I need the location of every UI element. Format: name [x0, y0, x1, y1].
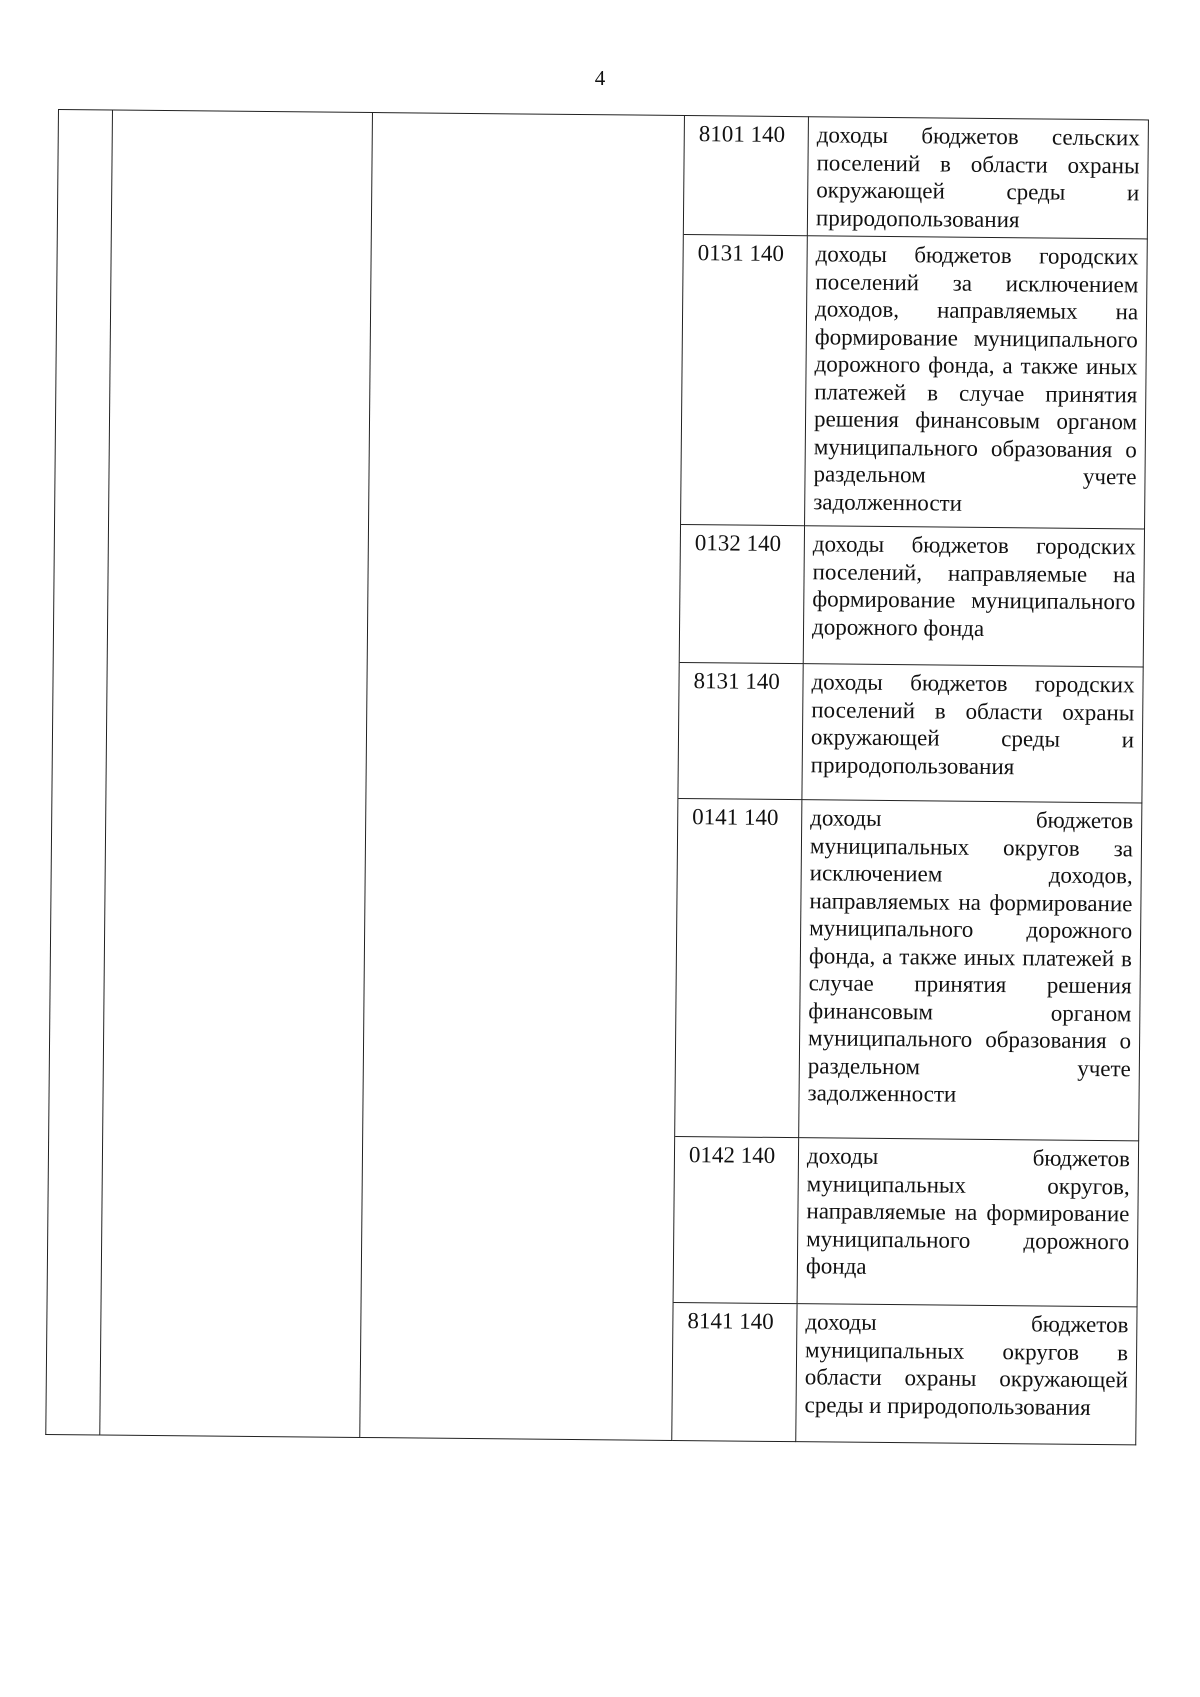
table-body: [46, 110, 1149, 1445]
table-row: [53, 518, 1144, 666]
empty-cell-admin: [369, 232, 684, 525]
table-row: [46, 1296, 1137, 1444]
income-description-cell: доходы бюджетов муниципальных округов, направляемые на формирование муниципального дорожного фонда: [797, 1138, 1139, 1307]
empty-cell-name: [101, 1131, 363, 1299]
income-code-cell: 0131 140: [681, 235, 808, 526]
empty-cell-number: [47, 1130, 103, 1297]
empty-cell-admin: [366, 659, 679, 798]
income-code-cell: 0141 140: [675, 798, 802, 1137]
empty-cell-admin: [361, 1133, 675, 1302]
income-description-cell: доходы бюджетов городских поселений за исключением доходов, направляемых на формирование муниципального дорожного фонда, а также иных платежей в случае принятия решения финансовым органом муниципального образования о раздельном учете задолженности: [805, 236, 1148, 529]
income-description-cell: доходы бюджетов городских поселений в области охраны окружающей среды и природопользования: [802, 664, 1143, 803]
income-description-cell: доходы бюджетов муниципальных округов в области охраны окружающей среды и природопользования: [796, 1304, 1137, 1445]
table-row: [47, 1130, 1139, 1306]
empty-cell-admin: [360, 1299, 673, 1440]
table-row: [57, 110, 1148, 239]
income-description-cell: доходы бюджетов муниципальных округов за исключением доходов, направляемых на формирование муниципального дорожного фонда, а также иных платежей в случае принятия решения финансовым органом муниципального образования о раздельном учете задолженности: [799, 800, 1142, 1141]
income-code-cell: 8131 140: [678, 662, 803, 799]
income-code-cell: 8141 140: [672, 1302, 797, 1441]
empty-cell-admin: [363, 795, 678, 1136]
table-row: [55, 228, 1148, 528]
empty-cell-number: [46, 1296, 101, 1435]
table-row: [52, 656, 1143, 802]
empty-cell-name: [100, 1297, 361, 1437]
empty-cell-name: [111, 110, 372, 231]
income-description-cell: доходы бюджетов городских поселений, направляемые на формирование муниципального дорожного фонда: [803, 526, 1144, 667]
table-row: [49, 792, 1142, 1140]
empty-cell-name: [103, 793, 366, 1133]
income-code-cell: 8101 140: [683, 116, 808, 236]
empty-cell-number: [49, 792, 106, 1131]
income-code-cell: 0142 140: [673, 1136, 799, 1303]
empty-cell-number: [57, 110, 112, 230]
budget-codes-table: [45, 109, 1149, 1445]
income-code-cell: 0132 140: [679, 524, 804, 663]
empty-cell-number: [55, 228, 112, 519]
empty-cell-name: [106, 657, 367, 795]
empty-cell-name: [107, 519, 368, 659]
page-number: 4: [594, 66, 606, 90]
empty-cell-admin: [371, 113, 684, 235]
empty-cell-admin: [367, 522, 680, 663]
empty-cell-number: [52, 656, 107, 793]
empty-cell-number: [53, 518, 108, 657]
empty-cell-name: [109, 229, 372, 521]
income-description-cell: доходы бюджетов сельских поселений в области охраны окружающей среды и природопользования: [807, 117, 1148, 239]
